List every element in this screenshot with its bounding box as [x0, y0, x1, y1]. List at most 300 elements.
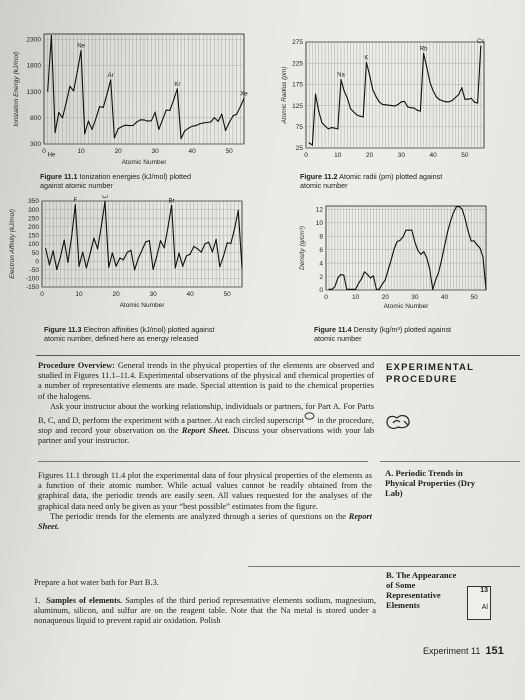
y-tick-label: 10 — [315, 220, 323, 227]
x-tick-label: 50 — [461, 152, 469, 159]
data-point — [56, 269, 57, 270]
figure-11-3-caption — [44, 325, 274, 343]
data-point — [423, 251, 424, 252]
figure-label: Figure 11.3 — [44, 325, 82, 334]
data-point — [347, 97, 348, 98]
data-point — [238, 210, 239, 211]
data-point — [123, 259, 124, 260]
data-point — [375, 96, 376, 97]
caption-text: atomic number — [314, 334, 362, 343]
data-point — [462, 209, 463, 210]
data-point — [169, 110, 170, 111]
data-point — [127, 252, 128, 253]
data-point — [90, 253, 91, 254]
x-tick-label: 30 — [411, 294, 419, 301]
data-point — [203, 122, 204, 123]
data-point — [117, 128, 118, 129]
y-tick-label: 300 — [30, 141, 41, 149]
data-point — [399, 240, 400, 241]
y-tick-label: 25 — [295, 145, 303, 153]
y-tick-label: 1300 — [26, 88, 41, 96]
figure-label: Figure 11.2 — [300, 172, 338, 181]
data-point — [225, 130, 226, 131]
data-point — [186, 255, 187, 256]
data-point — [464, 99, 465, 100]
figure-label: Figure 11.4 — [314, 325, 352, 334]
y-tick-label: 1800 — [26, 62, 41, 70]
x-tick-label: 40 — [186, 291, 194, 298]
heading-line: A. Periodic Trends in — [385, 468, 463, 478]
figure-11-1-caption — [40, 172, 240, 190]
item-number: 1. — [34, 596, 41, 605]
data-point — [315, 94, 316, 95]
data-point — [468, 231, 469, 232]
x-axis-label: Atomic Number — [119, 302, 165, 309]
data-point — [350, 108, 351, 109]
data-point — [331, 127, 332, 128]
data-point — [328, 128, 329, 129]
data-point — [318, 111, 319, 112]
data-point — [95, 118, 96, 119]
data-point — [382, 283, 383, 284]
x-tick-label: 10 — [352, 294, 360, 301]
data-point — [62, 117, 63, 118]
y-tick-label: 200 — [28, 224, 39, 231]
data-point — [479, 248, 480, 249]
data-point — [444, 246, 445, 247]
part-b-prep-text: Prepare a hot water bath for Part B.3. — [34, 578, 159, 587]
x-tick-label: 10 — [77, 148, 85, 155]
overview-text: in the procedure, — [315, 416, 375, 426]
y-tick-label: 50 — [31, 249, 39, 257]
data-point — [210, 121, 211, 122]
data-point — [379, 101, 380, 102]
data-point — [402, 236, 403, 237]
data-point — [459, 206, 460, 207]
element-label: Na — [337, 72, 345, 79]
data-point — [439, 99, 440, 100]
y-tick-label: 275 — [292, 39, 303, 47]
data-point — [78, 266, 79, 267]
data-point — [388, 105, 389, 106]
data-point — [180, 138, 181, 139]
element-label: Rb — [419, 46, 428, 53]
element-tile-aluminum — [467, 586, 491, 620]
heading-line: EXPERIMENTAL — [386, 362, 475, 373]
report-sheet-text: Report Sheet. — [181, 426, 230, 436]
data-point — [66, 102, 67, 103]
element-label: He — [47, 152, 56, 159]
y-axis-label: Electron Affinity (kJ/mol) — [9, 209, 16, 279]
data-point — [158, 129, 159, 130]
y-tick-label: 800 — [30, 115, 41, 123]
data-point — [461, 87, 462, 88]
data-point — [324, 125, 325, 126]
data-point — [447, 232, 448, 233]
data-point — [404, 101, 405, 102]
data-point — [468, 99, 469, 100]
data-point — [173, 99, 174, 100]
y-tick-label: 2 — [319, 273, 323, 281]
data-point — [355, 289, 356, 290]
data-point — [92, 129, 93, 130]
data-point — [429, 269, 430, 270]
data-point — [156, 256, 157, 257]
data-point — [312, 144, 313, 145]
data-point — [140, 119, 141, 120]
data-point — [448, 101, 449, 102]
x-tick-label: 40 — [188, 148, 196, 155]
data-point — [433, 90, 434, 91]
data-point — [485, 289, 486, 290]
data-point — [376, 289, 377, 290]
element-label: Cs — [477, 39, 485, 46]
experimental-procedure-heading — [386, 362, 474, 386]
data-point — [175, 267, 176, 268]
data-point — [334, 286, 335, 287]
y-tick-label: -50 — [29, 267, 39, 274]
chart-ionization-energy — [8, 28, 258, 173]
data-point — [373, 275, 374, 276]
data-point — [372, 89, 373, 90]
x-tick-label: 30 — [397, 152, 405, 159]
y-axis-label: Density (g/cm³) — [299, 225, 306, 271]
caption-text: against atomic number — [40, 181, 113, 190]
data-point — [125, 125, 126, 126]
data-point — [435, 279, 436, 280]
data-point — [145, 241, 146, 242]
y-tick-label: 350 — [28, 198, 39, 206]
data-point — [241, 268, 242, 269]
chart-electron-affinity — [6, 195, 256, 313]
data-point — [153, 269, 154, 270]
data-point — [143, 119, 144, 120]
y-axis-label: Atomic Radius (pm) — [281, 66, 288, 124]
data-point — [340, 79, 341, 80]
data-point — [394, 105, 395, 106]
data-point — [151, 120, 152, 121]
data-point — [391, 259, 392, 260]
data-point — [429, 82, 430, 83]
x-tick-label: 30 — [151, 148, 159, 155]
data-point — [58, 112, 59, 113]
data-point — [129, 125, 130, 126]
data-point — [101, 226, 102, 227]
data-point — [379, 289, 380, 290]
heading-line: Physical Properties (Dry — [385, 478, 476, 488]
y-tick-label: 100 — [28, 241, 39, 249]
data-point — [112, 252, 113, 253]
data-point — [359, 116, 360, 117]
data-point — [166, 110, 167, 111]
x-tick-label: 30 — [149, 291, 157, 298]
data-point — [398, 104, 399, 105]
data-point — [88, 120, 89, 121]
data-point — [121, 126, 122, 127]
report-sheet-text: Report Sheet. — [38, 511, 372, 532]
data-point — [474, 240, 475, 241]
data-point — [455, 97, 456, 98]
part-a-heading — [385, 468, 525, 498]
atomic-number: 13 — [480, 587, 488, 594]
y-tick-label: 150 — [28, 232, 39, 240]
data-point — [401, 101, 402, 102]
data-point — [184, 130, 185, 131]
x-tick-label: 20 — [365, 152, 374, 159]
data-point — [452, 100, 453, 101]
data-point — [221, 114, 222, 115]
y-tick-label: 250 — [28, 215, 39, 223]
caption-text: atomic number — [300, 181, 348, 190]
data-point — [356, 114, 357, 115]
data-point — [441, 259, 442, 260]
data-point — [436, 96, 437, 97]
data-point — [67, 262, 68, 263]
data-point — [450, 221, 451, 222]
data-point — [51, 35, 52, 36]
section-divider — [248, 566, 520, 567]
figure-label: Figure 11.1 — [40, 172, 78, 181]
stop-text: stop — [38, 426, 52, 436]
x-tick-label: 50 — [223, 291, 231, 298]
item-title: Samples of elements. — [46, 596, 123, 605]
x-axis-label: Atomic Number — [383, 303, 429, 310]
y-tick-label: -100 — [25, 275, 39, 283]
part-a-paragraph: Figures 11.1 through 11.4 plot the experimental data of four physical properties of the elements as a function of their atomic number. While actual values cannot be readily obtained from the graphical data, the periodic trends are easily seen. All values requested for the analyses of the graphical data need only be given as your “best possible” estimates from the figure. — [38, 471, 372, 511]
data-point — [410, 107, 411, 108]
x-tick-label: 10 — [75, 291, 83, 298]
data-point — [106, 94, 107, 95]
data-point — [458, 94, 459, 95]
overview-text: General trends in the physical properties of the elements are observed and studied in Figures 11.1–11.4. Experimental observations of the physical and chemical properties of a number of representative elements are made. Special attention is paid to the chemical properties of the halogens. — [38, 361, 375, 401]
data-point — [108, 267, 109, 268]
y-tick-label: 12 — [315, 206, 323, 214]
data-point — [340, 274, 341, 275]
footer-label: Experiment 11 — [423, 646, 481, 656]
circled-superscript-icon — [384, 412, 412, 432]
data-point — [445, 101, 446, 102]
data-point — [47, 90, 48, 91]
x-tick-label: 0 — [304, 152, 308, 159]
x-tick-label: 50 — [225, 148, 233, 155]
data-point — [417, 250, 418, 251]
overview-heading: Procedure Overview: — [38, 361, 115, 370]
data-point — [134, 269, 135, 270]
caption-text: atomic number, defined here as energy released — [44, 334, 199, 343]
data-point — [385, 279, 386, 280]
data-point — [215, 239, 216, 240]
y-tick-label: 300 — [28, 206, 39, 214]
data-point — [334, 127, 335, 128]
data-point — [229, 122, 230, 123]
caption-text: Atomic radii (pm) plotted against — [337, 172, 443, 181]
data-point — [130, 250, 131, 251]
heading-line: B. The Appearance — [386, 570, 457, 580]
data-point — [164, 247, 165, 248]
data-point — [201, 251, 202, 252]
y-tick-label: 75 — [295, 124, 303, 131]
data-point — [408, 230, 409, 231]
procedure-overview — [38, 361, 374, 447]
data-point — [456, 206, 457, 207]
caption-text: Ionization energies (kJ/mol) plotted — [77, 172, 192, 181]
heading-line: Lab) — [385, 488, 403, 498]
element-label: Ar — [107, 73, 114, 80]
x-tick-label: 20 — [114, 148, 122, 155]
circled-superscript-icon — [304, 412, 315, 420]
element-symbol: Al — [481, 604, 488, 611]
x-tick-label: 40 — [440, 294, 449, 301]
data-point — [382, 104, 383, 105]
data-point — [160, 240, 161, 241]
y-tick-label: 0 — [319, 287, 323, 295]
data-point — [243, 98, 244, 99]
data-point — [193, 246, 194, 247]
data-point — [86, 267, 87, 268]
data-point — [388, 269, 389, 270]
data-point — [391, 105, 392, 106]
x-tick-label: 0 — [40, 291, 44, 298]
data-point — [55, 132, 56, 133]
overview-text: Discuss your observations with your lab partner and your instructor. — [38, 426, 375, 446]
element-label: K — [364, 55, 369, 62]
figure-11-2-caption — [300, 172, 500, 190]
x-tick-label: 0 — [324, 294, 328, 301]
page-footer — [423, 645, 504, 657]
figure-11-4-caption — [314, 325, 514, 343]
data-point — [477, 244, 478, 245]
data-point — [214, 117, 215, 118]
data-point — [426, 67, 427, 68]
overview-text: Ask your instructor about the working relationship, individuals or partners, for Part A. For Parts B, C, and D, perform the experiment with a partner. At each circled superscript — [38, 401, 374, 426]
data-point — [432, 289, 433, 290]
data-point — [397, 241, 398, 242]
chart-atomic-radius — [278, 36, 493, 166]
data-point — [132, 125, 133, 126]
data-point — [337, 128, 338, 129]
page-number: 151 — [485, 645, 504, 657]
data-point — [217, 121, 218, 122]
data-point — [114, 137, 115, 138]
chart-density — [296, 200, 496, 312]
data-point — [227, 242, 228, 243]
y-tick-label: 8 — [319, 233, 323, 241]
data-point — [474, 102, 475, 103]
data-point — [177, 88, 178, 89]
data-point — [349, 289, 350, 290]
y-tick-label: -150 — [25, 284, 39, 292]
data-point — [423, 53, 424, 54]
element-label: Br — [168, 198, 175, 205]
data-point — [480, 46, 481, 47]
data-point — [363, 116, 364, 117]
data-point — [60, 256, 61, 257]
section-divider — [38, 461, 368, 462]
y-tick-label: 6 — [319, 246, 323, 254]
y-tick-label: 2300 — [26, 36, 41, 44]
element-label: Ne — [77, 43, 85, 50]
data-point — [212, 251, 213, 252]
data-point — [197, 248, 198, 249]
data-point — [49, 264, 50, 265]
x-tick-label: 50 — [470, 294, 478, 301]
data-point — [346, 289, 347, 290]
part-b-prep — [34, 578, 370, 588]
data-point — [364, 271, 365, 272]
data-point — [69, 86, 70, 87]
data-point — [77, 71, 78, 72]
heading-line: Elements — [386, 600, 420, 610]
data-point — [80, 50, 81, 51]
data-point — [155, 112, 156, 113]
data-point — [75, 204, 76, 205]
data-point — [337, 277, 338, 278]
data-point — [195, 125, 196, 126]
data-point — [206, 122, 207, 123]
y-tick-label: 175 — [292, 81, 303, 89]
data-point — [230, 243, 231, 244]
data-point — [223, 256, 224, 257]
element-label: Xe — [240, 91, 248, 98]
data-point — [110, 79, 111, 80]
data-point — [53, 250, 54, 251]
data-point — [420, 254, 421, 255]
data-point — [73, 90, 74, 91]
part-a-paragraph: The periodic trends for the elements are analyzed through a series of questions on the — [50, 511, 349, 521]
y-tick-label: 125 — [292, 102, 303, 110]
data-point — [358, 283, 359, 284]
data-point — [471, 240, 472, 241]
data-point — [141, 250, 142, 251]
data-point — [426, 257, 427, 258]
data-point — [192, 126, 193, 127]
x-axis-label: Atomic Number — [121, 159, 167, 166]
y-tick-label: 0 — [35, 258, 39, 266]
data-point — [420, 111, 421, 112]
x-tick-label: 20 — [112, 291, 120, 298]
section-divider — [380, 461, 520, 462]
y-axis-label: Ionization Energy (kJ/mol) — [13, 51, 20, 127]
data-point — [405, 230, 406, 231]
data-point — [99, 106, 100, 107]
data-point — [442, 100, 443, 101]
heading-line: Representative — [386, 590, 441, 600]
data-point — [119, 258, 120, 259]
data-point — [64, 240, 65, 241]
data-point — [414, 242, 415, 243]
data-point — [188, 128, 189, 129]
data-point — [182, 266, 183, 267]
data-point — [453, 212, 454, 213]
section-divider — [36, 355, 520, 356]
data-point — [204, 243, 205, 244]
item-text: Samples of the third period representative elements sodium, magnesium, aluminum, silicon, and sulfur are on the reagent table. Note that the Na metal is stored under a nonaqueous liquid to prevent rapid air oxidation. Polish — [34, 596, 377, 626]
data-point — [343, 275, 344, 276]
heading-line: PROCEDURE — [386, 374, 458, 385]
data-point — [232, 115, 233, 116]
data-point — [103, 107, 104, 108]
data-point — [385, 104, 386, 105]
y-tick-label: 4 — [319, 260, 323, 268]
data-point — [45, 248, 46, 249]
data-point — [482, 256, 483, 257]
part-b-item-1 — [34, 596, 376, 627]
caption-text: Electron affinities (kJ/mol) plotted against — [81, 325, 215, 334]
data-point — [321, 122, 322, 123]
data-point — [71, 236, 72, 237]
data-point — [309, 142, 310, 143]
data-point — [82, 251, 83, 252]
